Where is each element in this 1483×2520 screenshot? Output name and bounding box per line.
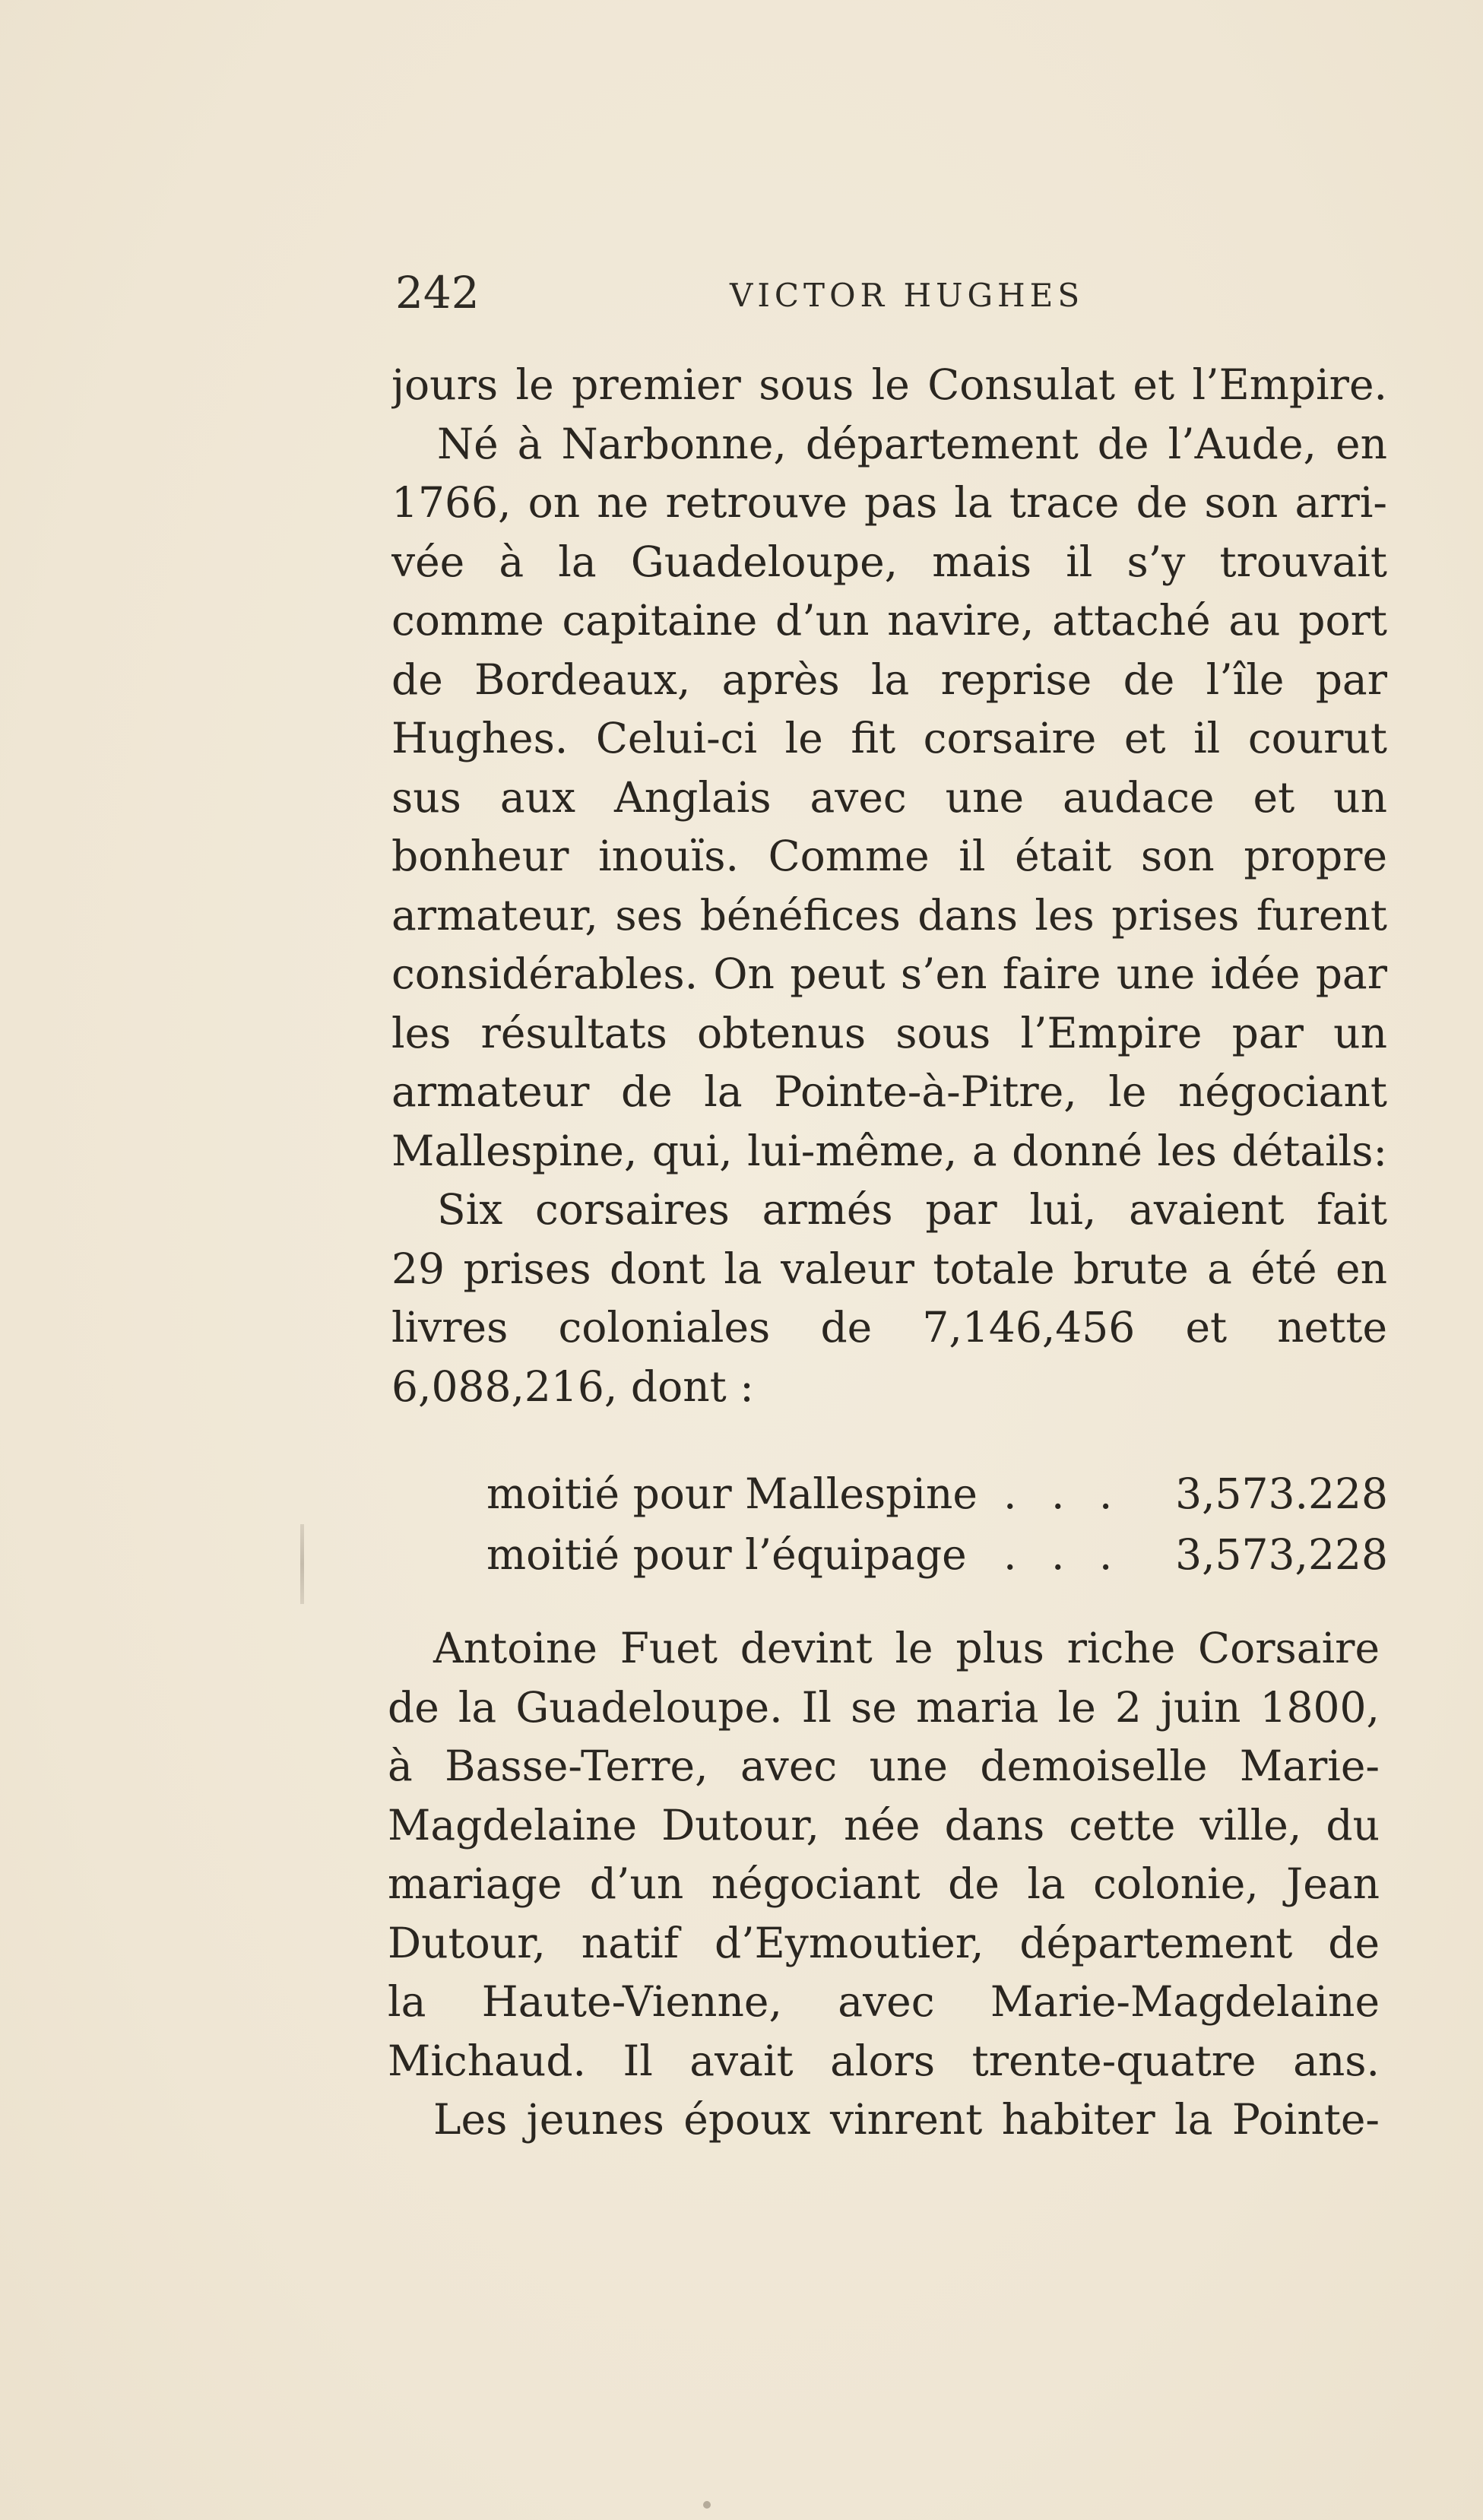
paragraph-1 bbox=[391, 356, 1387, 1416]
text-line: Mallespine, qui, lui-même, a donné les détails: bbox=[391, 1126, 1387, 1175]
text-line: la Haute-Vienne, avec Marie-Magdelaine bbox=[388, 1977, 1380, 2026]
text-line: livres coloniales de 7,146,456 et nette bbox=[391, 1303, 1387, 1352]
row-leader-dots: . . . bbox=[1003, 1530, 1123, 1579]
text-line: considérables. On peut s’en faire une idée par bbox=[391, 949, 1387, 998]
table-row bbox=[486, 1463, 1388, 1524]
row-value: 3,573.228 bbox=[1175, 1469, 1388, 1518]
paper-speck bbox=[703, 2501, 711, 2509]
row-label: moitié pour Mallespine bbox=[486, 1469, 978, 1518]
row-leader-dots: . . . bbox=[1003, 1469, 1123, 1518]
text-line: 6,088,216, dont : bbox=[391, 1361, 754, 1411]
text-line: Né à Narbonne, département de l’Aude, en bbox=[437, 419, 1387, 468]
text-line: Les jeunes époux vinrent habiter la Pointe- bbox=[433, 2095, 1380, 2144]
text-line: armateur, ses bénéfices dans les prises furent bbox=[391, 890, 1387, 940]
row-value: 3,573,228 bbox=[1175, 1530, 1388, 1579]
text-line: de Bordeaux, après la reprise de l’île par bbox=[391, 655, 1387, 704]
text-line: jours le premier sous le Consulat et l’Empire. bbox=[391, 360, 1387, 409]
page-number: 242 bbox=[395, 267, 480, 319]
text-line: Dutour, natif d’Eymoutier, département de bbox=[388, 1918, 1380, 1967]
text-line: sus aux Anglais avec une audace et un bbox=[391, 772, 1387, 822]
text-line: 29 prises dont la valeur totale brute a été en bbox=[391, 1244, 1387, 1293]
text-line: les résultats obtenus sous l’Empire par un bbox=[391, 1008, 1387, 1057]
text-line: Michaud. Il avait alors trente-quatre ans. bbox=[388, 2036, 1380, 2085]
text-line: Magdelaine Dutour, née dans cette ville, du bbox=[388, 1800, 1380, 1850]
running-head: VICTOR HUGHES bbox=[730, 277, 1085, 314]
share-table bbox=[486, 1463, 1388, 1585]
margin-mark bbox=[300, 1524, 304, 1604]
table-row bbox=[486, 1524, 1388, 1585]
text-line: à Basse-Terre, avec une demoiselle Marie- bbox=[388, 1742, 1380, 1790]
text-line: armateur de la Pointe-à-Pitre, le négociant bbox=[391, 1067, 1387, 1116]
text-line: comme capitaine d’un navire, attaché au port bbox=[391, 596, 1387, 645]
paragraph-2 bbox=[388, 1619, 1380, 2150]
row-label: moitié pour l’équipage bbox=[486, 1530, 967, 1579]
text-line: vée à la Guadeloupe, mais il s’y trouvait bbox=[391, 537, 1387, 586]
text-line: de la Guadeloupe. Il se maria le 2 juin 1800, bbox=[388, 1682, 1380, 1732]
text-line: Six corsaires armés par lui, avaient fait bbox=[437, 1185, 1387, 1234]
page-header bbox=[395, 262, 1391, 323]
text-line: mariage d’un négociant de la colonie, Jean bbox=[388, 1859, 1380, 1908]
text-line: bonheur inouïs. Comme il était son propre bbox=[391, 832, 1387, 880]
text-line: Hughes. Celui-ci le fit corsaire et il courut bbox=[391, 714, 1387, 762]
text-line: 1766, on ne retrouve pas la trace de son arri- bbox=[391, 478, 1387, 527]
text-line: Antoine Fuet devint le plus riche Corsaire bbox=[433, 1624, 1380, 1672]
